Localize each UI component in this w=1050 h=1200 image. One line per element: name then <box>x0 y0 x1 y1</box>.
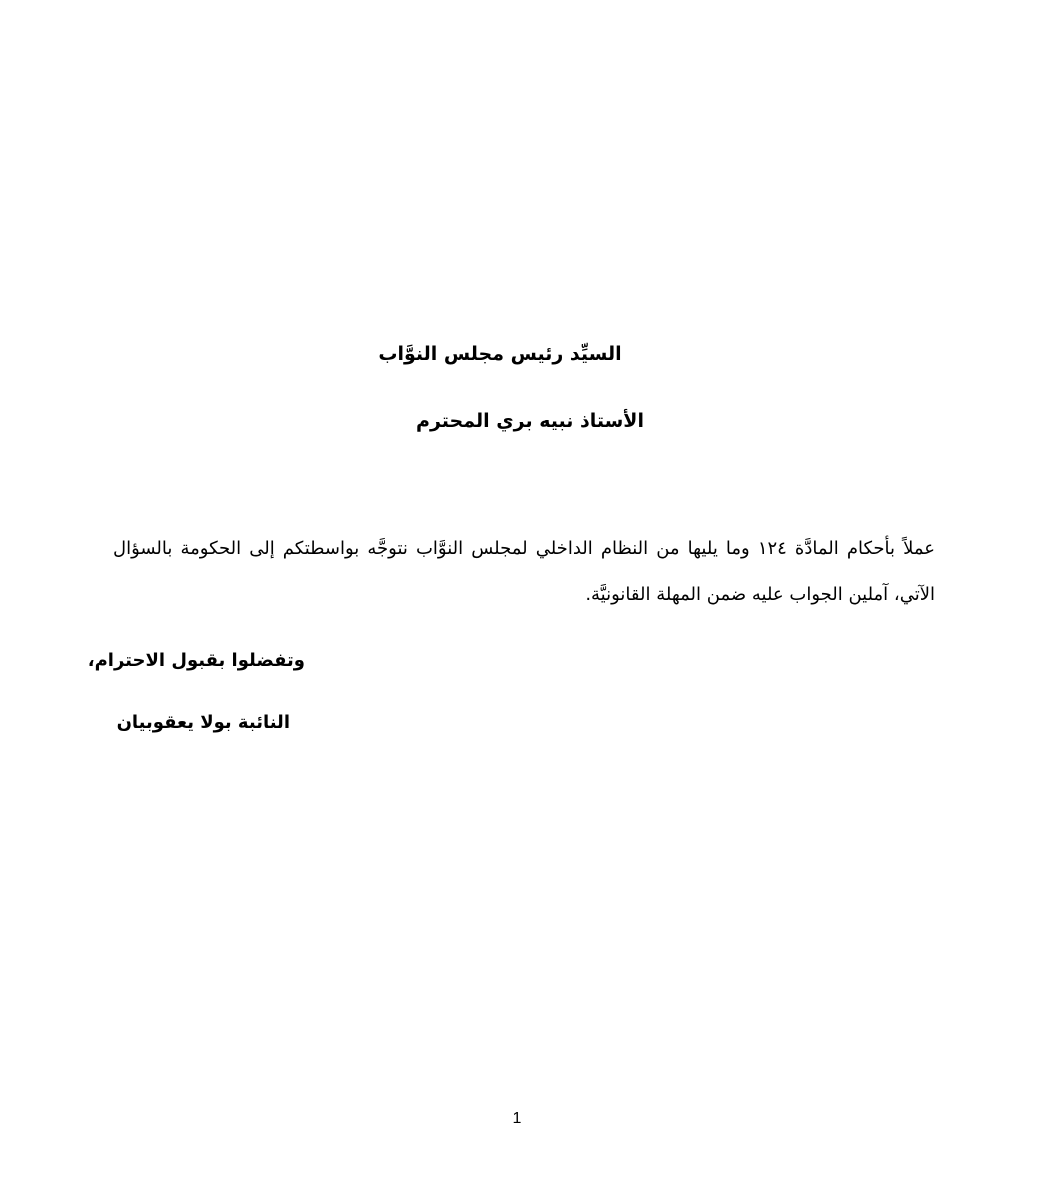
body-paragraph-line-2: الآتي، آملين الجواب عليه ضمن المهلة القانونيَّة. <box>585 584 935 605</box>
closing-regards: وتفضلوا بقبول الاحترام، <box>87 650 305 671</box>
body-paragraph-line-1: عملاً بأحكام المادَّة ١٢٤ وما يليها من النظام الداخلي لمجلس النوَّاب نتوجَّه بواسطتكم إلى الحكومة بالسؤال <box>113 538 935 559</box>
signature-name: النائبة بولا يعقوبيان <box>116 712 290 733</box>
page-number: 1 <box>512 1110 522 1127</box>
addressee-title: السيِّد رئيس مجلس النوَّاب <box>378 343 622 365</box>
addressee-name: الأستاذ نبيه بري المحترم <box>416 410 644 432</box>
